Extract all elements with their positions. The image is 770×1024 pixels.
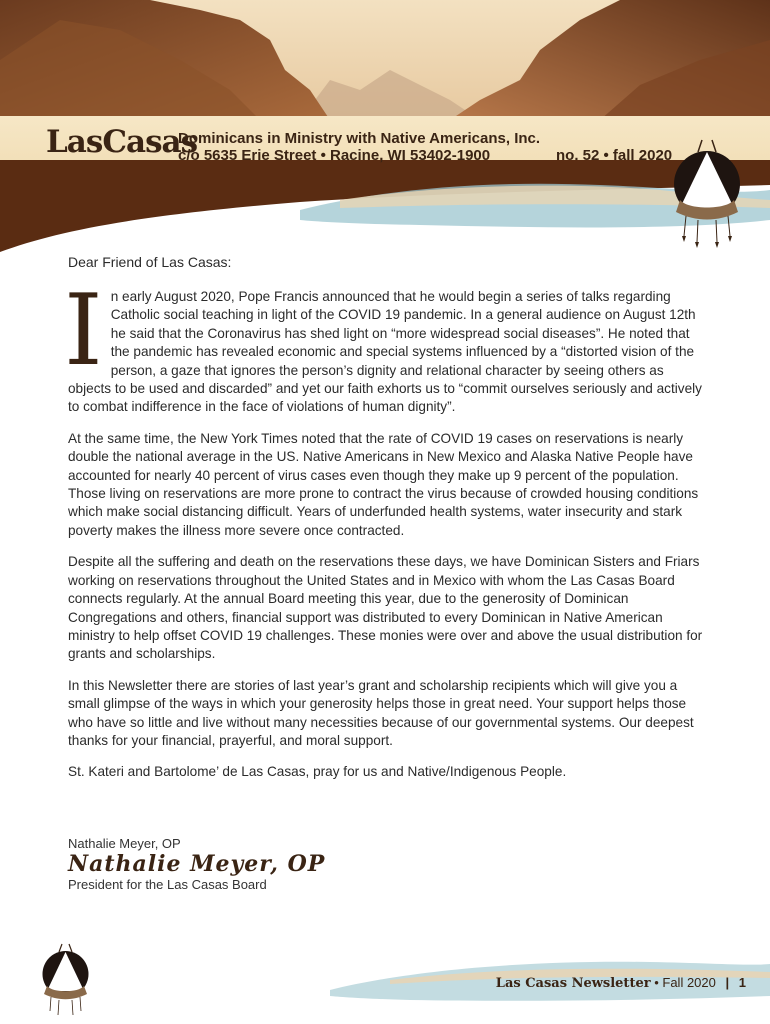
paragraph-3: Despite all the suffering and death on the reservations these days, we have Dominican Sisters and Friars working on reservations throughout the United States and in Mexico with whom the Las Casas Board connects regularly. At the annual Board meeting this year, due to the generosity of Dominican Congregations and others, financial support was distributed to every Dominican in Native American ministry to help offset COVID 19 challenges. These monies were over and above the usual distribution for grants and scholarships.: [68, 554, 703, 662]
org-name: Dominicans in Ministry with Native Americans, Inc.: [178, 130, 541, 147]
footer-newsletter-title: Las Casas Newsletter: [495, 976, 651, 991]
tipi-emblem-icon: [668, 138, 748, 248]
handwritten-signature: Nathalie Meyer, OP: [68, 851, 326, 877]
letter-body: [64, 254, 708, 795]
paragraph-1-text: n early August 2020, Pope Francis announced that he would begin a series of talks regarding Catholic social teaching in light of the COVID 19 pandemic. In a general audience on August 12th he said that the Coronavirus has shed light on “more widespread social diseases”. He noted that the pandemic has revealed economic and special systems influenced by a “distorted vision of the person, a gaze that ignores the person’s dignity and relational character by seeing others as objects to be used and discarded” and yet our faith exhorts us to “commit ourselves seriously and actively to combat indifference in the face of violations of human dignity”.: [68, 289, 702, 415]
paragraph-2: At the same time, the New York Times noted that the rate of COVID 19 cases on reservations is nearly double the national average in the US. Native Americans in New Mexico and Alaska Native People have accounted for nearly 40 percent of virus cases even though they make up 9 percent of the population. Those living on reservations are more prone to contract the virus because of crowded housing conditions which make social distancing difficult. Years of underfunded health systems, water insecurity and stark poverty makes the illness more severe once contracted.: [68, 430, 699, 538]
issue-number: no. 52 • fall 2020: [556, 147, 673, 164]
page-number: 1: [738, 975, 746, 990]
org-address: c/o 5635 Erie Street • Racine, WI 53402-1900: [178, 147, 491, 164]
logo: LasCasas: [46, 124, 198, 160]
drop-cap: I: [64, 274, 103, 388]
signer-name: Nathalie Meyer, OP: [68, 836, 181, 851]
signature-block: [68, 836, 325, 892]
footer-season: Fall 2020: [662, 975, 716, 990]
footer-bullet: •: [654, 975, 659, 990]
paragraph-5: St. Kateri and Bartolome’ de Las Casas, pray for us and Native/Indigenous People.: [68, 764, 567, 780]
paragraph-1: [64, 274, 708, 417]
greeting: Dear Friend of Las Casas:: [68, 254, 232, 270]
signer-title: President for the Las Casas Board: [68, 877, 267, 892]
header-canyon-image: [0, 0, 770, 120]
tipi-emblem-small-icon: [38, 942, 94, 1020]
page-footer: [496, 975, 746, 991]
footer-separator: |: [725, 975, 730, 990]
paragraph-4: In this Newsletter there are stories of last year’s grant and scholarship recipients which will give you a small glimpse of the ways in which your generosity helps those in great need. Your support helps those who have so little and live without many necessities because of our governmental systems. Our deepest thanks for your financial, prayerful, and moral support.: [68, 677, 694, 748]
